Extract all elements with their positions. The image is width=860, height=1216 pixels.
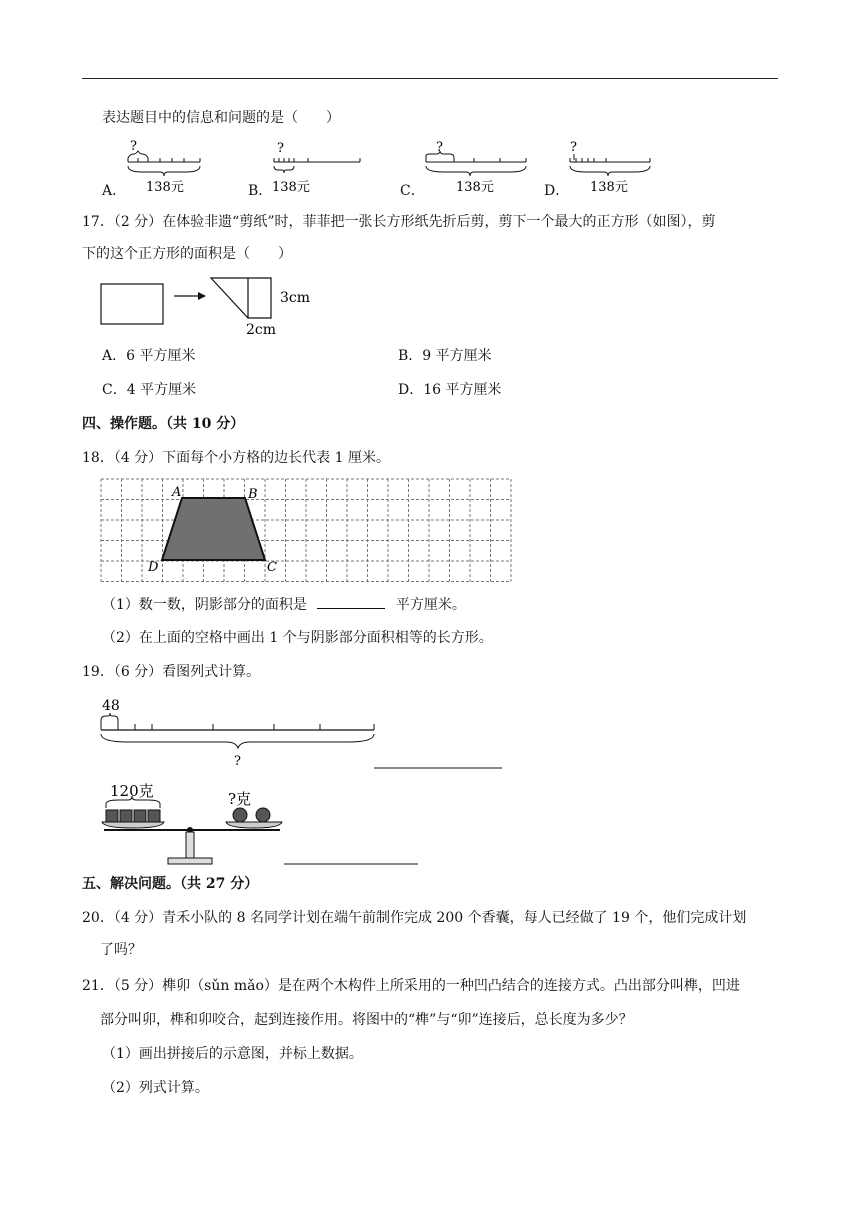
q20-line2: 了吗？ xyxy=(100,942,142,958)
bar-diagram xyxy=(248,138,368,198)
q21-sub1: （1）画出拼接后的示意图，并标上数据。 xyxy=(102,1046,363,1062)
bar-diagram xyxy=(102,138,222,198)
amount-label: 138元 xyxy=(456,180,494,195)
q17-option-a[interactable]: A．6 平方厘米 xyxy=(102,348,196,364)
q16-option-a[interactable] xyxy=(102,138,222,198)
q21-sub2: （2）列式计算。 xyxy=(102,1080,209,1096)
bar-diagram xyxy=(400,138,530,198)
grid-figure[interactable] xyxy=(100,478,512,582)
vertex-label-d: D xyxy=(148,560,159,575)
amount-label: 138元 xyxy=(590,180,628,195)
total-question-mark: ? xyxy=(234,754,241,769)
shaded-trapezoid xyxy=(162,498,265,560)
paper-fold-figure xyxy=(98,272,338,340)
q16-option-c[interactable] xyxy=(400,138,530,198)
q16-option-d[interactable] xyxy=(544,138,664,198)
segment-value-label: 48 xyxy=(102,698,120,714)
q17-option-d[interactable]: D．16 平方厘米 xyxy=(398,382,502,398)
q18-sub1-unit: 平方厘米。 xyxy=(395,597,466,613)
q17-line1: 17．（2 分）在体验非遗“剪纸”时，菲菲把一张长方形纸先折后剪，剪下一个最大的正方形（如图），剪 xyxy=(82,214,716,230)
right-weight-label: ?克 xyxy=(228,790,252,808)
bottom-length-label: 2cm xyxy=(246,322,277,338)
folded-square xyxy=(211,278,271,318)
option-letter: B． xyxy=(248,183,273,199)
option-letter: D． xyxy=(544,183,570,199)
q16-stem-tail: 表达题目中的信息和问题的是（ ） xyxy=(102,110,340,126)
q17-line2: 下的这个正方形的面积是（ ） xyxy=(82,246,292,262)
q18-stem: 18．（4 分）下面每个小方格的边长代表 1 厘米。 xyxy=(82,450,390,466)
question-mark: ? xyxy=(277,141,284,156)
left-weight-label: 120克 xyxy=(110,782,154,800)
option-letter: C． xyxy=(400,183,425,199)
segment-diagram xyxy=(98,692,518,774)
q16-option-b[interactable] xyxy=(248,138,368,198)
q21-line1: 21．（5 分）榫卯（sǔn mǎo）是在两个木构件上所采用的一种凹凸结合的连接方式。凸出部分叫榫，凹进 xyxy=(82,978,740,994)
q17-option-b[interactable]: B．9 平方厘米 xyxy=(398,348,492,364)
answer-blank[interactable] xyxy=(317,594,385,609)
option-letter: A． xyxy=(102,183,127,199)
q19-stem: 19．（6 分）看图列式计算。 xyxy=(82,664,261,680)
q18-sub1-text: （1）数一数，阴影部分的面积是 xyxy=(102,597,307,613)
paper-rectangle xyxy=(101,284,163,324)
question-mark: ? xyxy=(436,140,443,155)
q17-option-c[interactable]: C．4 平方厘米 xyxy=(102,382,197,398)
balance-scale-figure xyxy=(98,778,428,870)
q21-line2: 部分叫卯，榫和卯咬合，起到连接作用。将图中的“榫”与“卯”连接后，总长度为多少？ xyxy=(100,1012,633,1028)
q18-sub2: （2）在上面的空格中画出 1 个与阴影部分面积相等的长方形。 xyxy=(102,630,493,646)
question-mark: ? xyxy=(130,139,137,154)
section-4-heading: 四、操作题。（共 10 分） xyxy=(82,416,245,432)
bar-diagram xyxy=(544,138,664,198)
q18-sub1 xyxy=(102,594,466,615)
question-mark: ? xyxy=(570,140,577,155)
vertex-label-a: A xyxy=(172,485,182,500)
q20-line1: 20．（4 分）青禾小队的 8 名同学计划在端午前制作完成 200 个香囊，每人已经做了 19 个，他们完成计划 xyxy=(82,910,747,926)
section-5-heading: 五、解决问题。（共 27 分） xyxy=(82,876,259,892)
vertex-label-b: B xyxy=(248,487,258,502)
vertex-label-c: C xyxy=(267,560,277,575)
side-length-label: 3cm xyxy=(280,290,311,306)
amount-label: 138元 xyxy=(146,180,184,195)
header-rule xyxy=(82,78,778,79)
amount-label: 138元 xyxy=(272,180,310,195)
